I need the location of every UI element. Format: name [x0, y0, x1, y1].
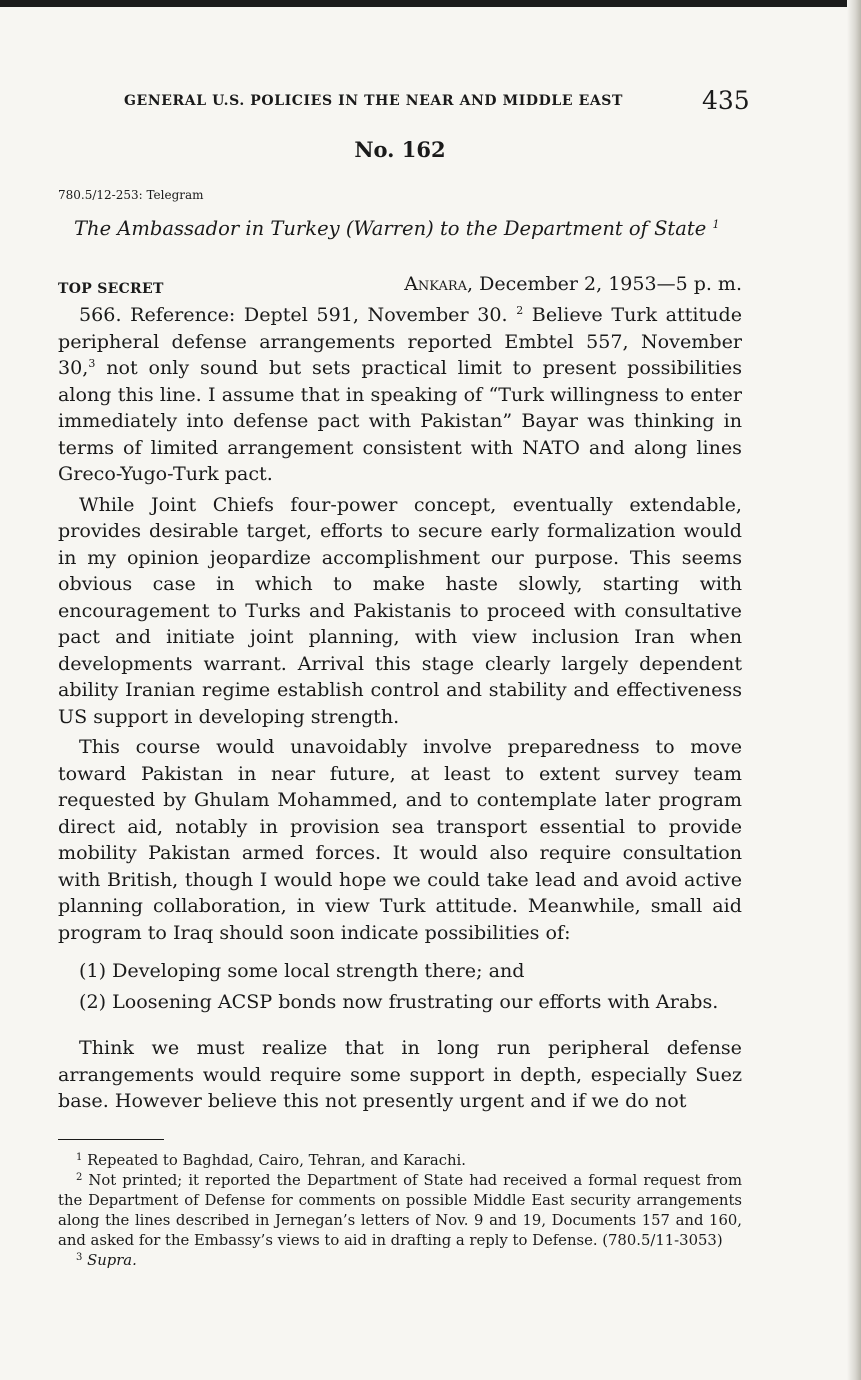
- footnote-text: Repeated to Baghdad, Cairo, Tehran, and Karachi.: [82, 1152, 466, 1169]
- dateline: [404, 273, 742, 295]
- footnote-3: [58, 1251, 742, 1271]
- document-title-text: The Ambassador in Turkey (Warren) to the Department of State: [74, 217, 707, 240]
- top-border: [0, 0, 861, 7]
- dateline-date: December 2, 1953—5 p. m.: [473, 273, 742, 295]
- page-edge-shadow: [847, 0, 861, 1380]
- telegram-body: [58, 302, 742, 1119]
- paragraph-4: Think we must realize that in long run peripheral defense arrangements would require some support in depth, especially Suez base. However believe this not presently urgent and if we do not: [58, 1036, 742, 1112]
- footnote-text: Not printed; it reported the Department of State had received a formal request from the Department of Defense for comments on possible Middle East security arrangements along the lines described in Jernegan’s letters of Nov. 9 and 19, Documents 157 and 160, and asked for the Embassy’s views to aid in drafting a reply to Defense. (780.5/11-3053): [58, 1171, 742, 1249]
- running-header: GENERAL U.S. POLICIES IN THE NEAR AND MIDDLE EAST: [124, 93, 624, 109]
- document-title: [74, 217, 719, 240]
- classification-label: TOP SECRET: [58, 281, 164, 297]
- footnote-ref-2: 2: [516, 304, 524, 317]
- list-item: (2) Loosening ACSP bonds now frustrating our efforts with Arabs.: [79, 989, 719, 1013]
- footnote-divider: [58, 1139, 164, 1140]
- footnote-ref-3: 3: [88, 357, 96, 370]
- footnote-marker: 1: [76, 1152, 83, 1163]
- dateline-place: Ankara,: [404, 273, 474, 295]
- document-number: No. 162: [354, 137, 446, 162]
- footnote-1: [58, 1151, 742, 1171]
- paragraph-2: While Joint Chiefs four-power concept, eventually extendable, provides desirable target, efforts to secure early formalization would in my opinion jeopardize accomplishment our purpose. This seems obvious case in which to make haste slowly, starting with encouragement to Turks and Pakistanis to proceed with consultative pact and initiate joint planning, with view inclusion Iran when developments warrant. Arrival this stage clearly largely dependent ability Iranian regime establish control and stability and effectiveness US support in developing strength.: [58, 492, 742, 728]
- file-reference: 780.5/12-253: Telegram: [58, 188, 204, 202]
- footnote-text: Supra.: [82, 1251, 137, 1269]
- paragraph-1-part-a: 566. Reference: Deptel 591, November 30.: [79, 303, 508, 326]
- paragraph-1: [58, 302, 742, 488]
- footnote-2: [58, 1171, 742, 1251]
- paragraph-3: This course would unavoidably involve preparedness to move toward Pakistan in near future, at least to extent survey team requested by Ghulam Mohammed, and to contemplate later program direct aid, notably in provision sea transport essential to provide mobility Pakistan armed forces. It would also require consultation with British, though I would hope we could take lead and avoid active planning collaboration, in view Turk attitude. Meanwhile, small aid program to Iraq should soon indicate possibilities of:: [58, 735, 742, 944]
- numbered-list: [58, 958, 742, 1015]
- paragraph-1-part-b: Believe Turk attitude peripheral defense arrangements reported Embtel 557, November 30,: [58, 303, 742, 379]
- footnote-ref-1: 1: [712, 218, 720, 231]
- footnote-marker: 2: [76, 1171, 83, 1183]
- list-item: (1) Developing some local strength there; and: [79, 959, 525, 982]
- page-number: 435: [702, 86, 750, 115]
- footnotes: [58, 1151, 742, 1270]
- footnote-marker: 3: [76, 1251, 83, 1263]
- paragraph-1-part-c: not only sound but sets practical limit to present possibilities along this line. I assume that in speaking of “Turk willingness to enter immediately into defense pact with Pakistan” Bayar was thinking in terms of limited arrangement consistent with NATO and along lines Greco-Yugo-Turk pact.: [58, 356, 742, 485]
